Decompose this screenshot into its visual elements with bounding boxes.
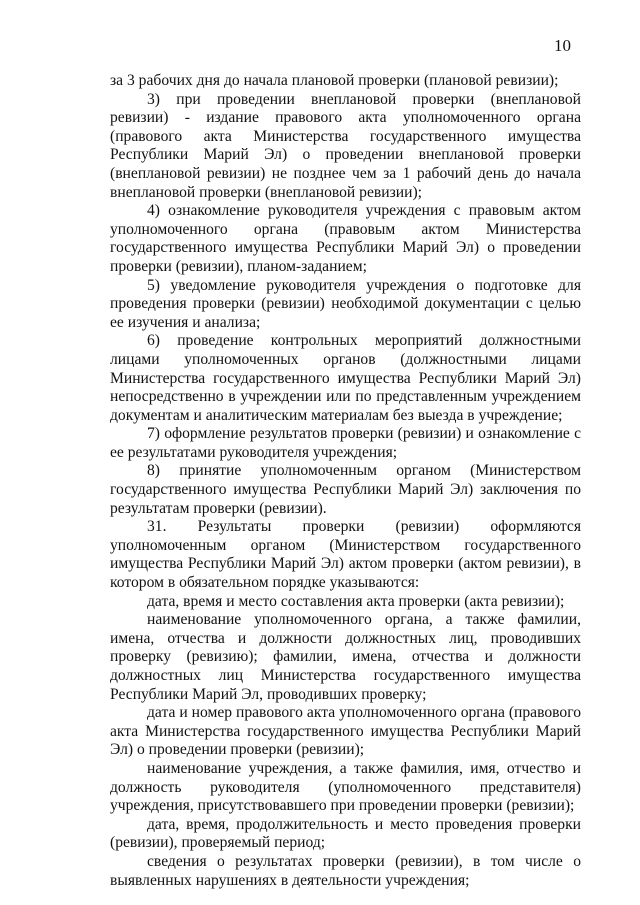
paragraph-continuation: за 3 рабочих дня до начала плановой проверки (плановой ревизии); [110, 72, 559, 89]
document-body [110, 72, 581, 890]
page-number: 10 [554, 36, 571, 55]
paragraph-clause-31: 31. Результаты проверки (ревизии) оформляются уполномоченным органом (Министерством государственного имущества Республики Марий Эл) актом проверки (актом ревизии), в котором в обязательном порядке указываются: [110, 518, 581, 592]
paragraph-item-5: 5) уведомление руководителя учреждения о подготовке для проведения проверки (ревизии) необходимой документации с целью ее изучения и анализа; [110, 276, 581, 331]
paragraph-duration-period: дата, время, продолжительность и место проведения проверки (ревизии), проверяемый период; [110, 815, 581, 852]
paragraph-results-info: сведения о результатах проверки (ревизии), в том числе о выявленных нарушениях в деятельности учреждения; [110, 852, 581, 889]
paragraph-item-6: 6) проведение контрольных мероприятий должностными лицами уполномоченных органов (должностными лицами Министерства государственного имущества Республики Марий Эл) непосредственно в учреждении или по представленным учреждением документам и аналитическим материалам без выезда в учреждение; [110, 332, 581, 424]
paragraph-item-7: 7) оформление результатов проверки (ревизии) и ознакомление с ее результатами руководителя учреждения; [110, 425, 581, 461]
paragraph-date-place: дата, время и место составления акта проверки (акта ревизии); [147, 592, 565, 610]
paragraph-act-date-number: дата и номер правового акта уполномоченного органа (правового акта Министерства государственного имущества Республики Марий Эл) о проведении проверки (ревизии); [110, 704, 581, 759]
paragraph-item-4: 4) ознакомление руководителя учреждения с правовым актом уполномоченного органа (правовым актом Министерства государственного имущества Республики Марий Эл) о проведении проверки (ревизии), планом-заданием; [110, 202, 581, 275]
paragraph-item-8: 8) принятие уполномоченным органом (Министерством государственного имущества Республики Марий Эл) заключения по результатам проверки (ревизии). [110, 462, 581, 517]
paragraph-item-3: 3) при проведении внеплановой проверки (внеплановой ревизии) - издание правового акта уполномоченного органа (правового акта Министерства государственного имущества Республики Марий Эл) о проведении внеплановой проверки (внеплановой ревизии) не позднее чем за 1 рабочий день до начала внеплановой проверки (внеплановой ревизии); [110, 90, 581, 201]
paragraph-institution-name: наименование учреждения, а также фамилия, имя, отчество и должность руководителя (уполномоченного представителя) учреждения, присутствовавшего при проведении проверки (ревизии); [110, 759, 581, 815]
paragraph-authority-name: наименование уполномоченного органа, а также фамилии, имена, отчества и должности должностных лиц, проводивших проверку (ревизию); фамилии, имена, отчества и должности должностных лиц Министерства государственного имущества Республики Марий Эл, проводивших проверку; [110, 611, 581, 703]
